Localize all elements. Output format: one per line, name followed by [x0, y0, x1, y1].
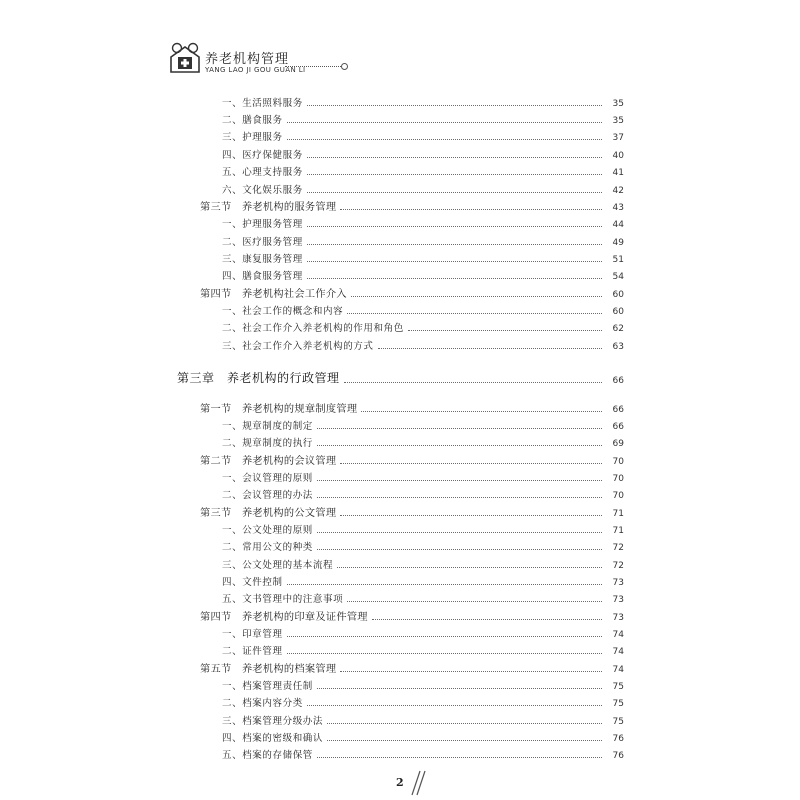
toc-entry-page: 71 — [612, 526, 624, 536]
toc-subsection-entry[interactable] — [222, 555, 624, 571]
toc-leader-dots — [317, 445, 602, 446]
toc-chapter-entry[interactable] — [177, 368, 624, 386]
toc-leader-dots — [287, 139, 602, 140]
toc-entry-page: 75 — [612, 717, 624, 727]
toc-entry-title: 一、公文处理的原则 — [222, 525, 313, 536]
toc-entry-title: 二、常用公文的种类 — [222, 542, 313, 553]
toc-entry-page: 70 — [612, 457, 624, 467]
book-title-pinyin: YANG LAO JI GOU GUAN LI — [205, 66, 306, 74]
toc-entry-title: 一、会议管理的原则 — [222, 473, 313, 484]
toc-entry-page: 70 — [612, 491, 624, 501]
toc-entry-title: 五、心理支持服务 — [222, 167, 303, 178]
toc-entry-title: 第四节 养老机构的印章及证件管理 — [200, 612, 368, 623]
toc-leader-dots — [347, 313, 602, 314]
toc-subsection-entry[interactable] — [222, 180, 624, 196]
toc-entry-page: 51 — [612, 255, 624, 265]
toc-subsection-entry[interactable] — [222, 301, 624, 317]
toc-entry-page: 60 — [612, 307, 624, 317]
toc-leader-dots — [378, 348, 602, 349]
toc-leader-dots — [287, 653, 602, 654]
toc-entry-title: 二、医疗服务管理 — [222, 237, 303, 248]
toc-entry-page: 74 — [612, 647, 624, 657]
toc-subsection-entry[interactable] — [222, 110, 624, 126]
toc-subsection-entry[interactable] — [222, 336, 624, 352]
toc-entry-title: 四、档案的密级和确认 — [222, 733, 324, 744]
toc-entry-title: 一、生活照料服务 — [222, 98, 303, 109]
toc-subsection-entry[interactable] — [222, 232, 624, 248]
toc-entry-page: 69 — [612, 439, 624, 449]
toc-subsection-entry[interactable] — [222, 93, 624, 109]
toc-entry-page: 35 — [612, 116, 624, 126]
toc-subsection-entry[interactable] — [222, 485, 624, 501]
toc-section-entry[interactable] — [200, 197, 624, 213]
toc-entry-title: 第四节 养老机构社会工作介入 — [200, 289, 347, 300]
page-number: 2 — [396, 776, 404, 789]
toc-entry-page: 74 — [612, 630, 624, 640]
toc-leader-dots — [372, 619, 602, 620]
toc-entry-page: 76 — [612, 734, 624, 744]
toc-subsection-entry[interactable] — [222, 249, 624, 265]
toc-subsection-entry[interactable] — [222, 728, 624, 744]
toc-entry-page: 66 — [612, 405, 624, 415]
toc-entry-title: 一、护理服务管理 — [222, 219, 303, 230]
toc-entry-title: 三、护理服务 — [222, 132, 283, 143]
toc-entry-page: 73 — [612, 613, 624, 623]
toc-entry-title: 三、档案管理分级办法 — [222, 716, 324, 727]
toc-entry-page: 75 — [612, 682, 624, 692]
toc-entry-title: 第一节 养老机构的规章制度管理 — [200, 404, 358, 415]
book-title: 养老机构管理 — [205, 52, 290, 67]
toc-entry-page: 40 — [612, 151, 624, 161]
toc-leader-dots — [340, 515, 602, 516]
toc-leader-dots — [307, 174, 602, 175]
toc-leader-dots — [317, 688, 602, 689]
toc-subsection-entry[interactable] — [222, 162, 624, 178]
toc-leader-dots — [347, 601, 602, 602]
toc-entry-page: 74 — [612, 665, 624, 675]
toc-entry-page: 37 — [612, 133, 624, 143]
toc-leader-dots — [340, 463, 602, 464]
toc-entry-title: 第三节 养老机构的服务管理 — [200, 202, 337, 213]
toc-entry-title: 二、会议管理的办法 — [222, 490, 313, 501]
toc-leader-dots — [317, 549, 602, 550]
toc-leader-dots — [307, 157, 602, 158]
toc-leader-dots — [307, 192, 602, 193]
toc-entry-title: 一、印章管理 — [222, 629, 283, 640]
toc-leader-dots — [307, 244, 602, 245]
toc-leader-dots — [408, 330, 602, 331]
toc-entry-page: 71 — [612, 509, 624, 519]
toc-entry-page: 49 — [612, 238, 624, 248]
toc-subsection-entry[interactable] — [222, 537, 624, 553]
toc-leader-dots — [327, 740, 602, 741]
toc-entry-page: 63 — [612, 342, 624, 352]
toc-entry-page: 35 — [612, 99, 624, 109]
toc-leader-dots — [307, 278, 602, 279]
toc-entry-page: 54 — [612, 272, 624, 282]
toc-leader-dots — [344, 382, 602, 383]
toc-entry-page: 73 — [612, 595, 624, 605]
toc-entry-title: 第二节 养老机构的会议管理 — [200, 456, 337, 467]
toc-leader-dots — [317, 497, 602, 498]
toc-entry-title: 三、社会工作介入养老机构的方式 — [222, 341, 374, 352]
toc-leader-dots — [287, 584, 602, 585]
toc-entry-title: 二、证件管理 — [222, 646, 283, 657]
toc-entry-title: 二、规章制度的执行 — [222, 438, 313, 449]
toc-subsection-entry[interactable] — [222, 468, 624, 484]
toc-leader-dots — [307, 226, 602, 227]
toc-entry-page: 73 — [612, 578, 624, 588]
toc-entry-page: 66 — [612, 422, 624, 432]
toc-subsection-entry[interactable] — [222, 711, 624, 727]
toc-leader-dots — [307, 261, 602, 262]
toc-entry-title: 二、档案内容分类 — [222, 698, 303, 709]
toc-section-entry[interactable] — [200, 503, 624, 519]
toc-subsection-entry[interactable] — [222, 641, 624, 657]
toc-subsection-entry[interactable] — [222, 520, 624, 536]
toc-leader-dots — [361, 411, 602, 412]
toc-leader-dots — [340, 209, 602, 210]
toc-entry-page: 70 — [612, 474, 624, 484]
toc-entry-page: 76 — [612, 751, 624, 761]
toc-entry-page: 72 — [612, 543, 624, 553]
toc-subsection-entry[interactable] — [222, 676, 624, 692]
toc-entry-title: 六、文化娱乐服务 — [222, 185, 303, 196]
toc-entry-title: 三、康复服务管理 — [222, 254, 303, 265]
toc-subsection-entry[interactable] — [222, 127, 624, 143]
toc-subsection-entry[interactable] — [222, 416, 624, 432]
toc-subsection-entry[interactable] — [222, 318, 624, 334]
toc-leader-dots — [287, 636, 602, 637]
toc-entry-title: 第五节 养老机构的档案管理 — [200, 664, 337, 675]
toc-leader-dots — [317, 428, 602, 429]
toc-leader-dots — [340, 671, 602, 672]
toc-subsection-entry[interactable] — [222, 214, 624, 230]
toc-leader-dots — [317, 532, 602, 533]
toc-leader-dots — [307, 105, 602, 106]
toc-entry-title: 一、档案管理责任制 — [222, 681, 313, 692]
toc-entry-page: 62 — [612, 324, 624, 334]
toc-entry-title: 五、文书管理中的注意事项 — [222, 594, 344, 605]
toc-section-entry[interactable] — [200, 284, 624, 300]
toc-subsection-entry[interactable] — [222, 433, 624, 449]
toc-entry-page: 41 — [612, 168, 624, 178]
toc-entry-page: 60 — [612, 290, 624, 300]
toc-entry-title: 第三节 养老机构的公文管理 — [200, 508, 337, 519]
toc-entry-title: 五、档案的存储保管 — [222, 750, 313, 761]
toc-entry-title: 一、规章制度的制定 — [222, 421, 313, 432]
toc-entry-page: 43 — [612, 203, 624, 213]
toc-entry-title: 四、医疗保健服务 — [222, 150, 303, 161]
toc-entry-title: 四、膳食服务管理 — [222, 271, 303, 282]
toc-entry-title: 三、公文处理的基本流程 — [222, 560, 334, 571]
toc-entry-page: 42 — [612, 186, 624, 196]
toc-subsection-entry[interactable] — [222, 624, 624, 640]
toc-leader-dots — [337, 567, 602, 568]
toc-entry-page: 72 — [612, 561, 624, 571]
toc-leader-dots — [327, 723, 602, 724]
toc-entry-page: 44 — [612, 220, 624, 230]
toc-subsection-entry[interactable] — [222, 572, 624, 588]
toc-section-entry[interactable] — [200, 607, 624, 623]
toc-subsection-entry[interactable] — [222, 589, 624, 605]
toc-entry-title: 二、社会工作介入养老机构的作用和角色 — [222, 323, 404, 334]
toc-entry-title: 一、社会工作的概念和内容 — [222, 306, 344, 317]
toc-entry-page: 75 — [612, 699, 624, 709]
toc-leader-dots — [307, 705, 602, 706]
toc-leader-dots — [317, 480, 602, 481]
toc-subsection-entry[interactable] — [222, 693, 624, 709]
toc-entry-title: 四、文件控制 — [222, 577, 283, 588]
toc-entry-title: 二、膳食服务 — [222, 115, 283, 126]
toc-section-entry[interactable] — [200, 399, 624, 415]
toc-section-entry[interactable] — [200, 451, 624, 467]
toc-leader-dots — [287, 122, 602, 123]
toc-leader-dots — [317, 757, 602, 758]
toc-subsection-entry[interactable] — [222, 745, 624, 761]
toc-subsection-entry[interactable] — [222, 145, 624, 161]
toc-entry-title: 第三章 养老机构的行政管理 — [177, 371, 340, 385]
page-number-slash-ornament — [409, 770, 427, 796]
toc-section-entry[interactable] — [200, 659, 624, 675]
toc-leader-dots — [351, 296, 602, 297]
toc-subsection-entry[interactable] — [222, 266, 624, 282]
toc-entry-page: 66 — [612, 376, 624, 386]
